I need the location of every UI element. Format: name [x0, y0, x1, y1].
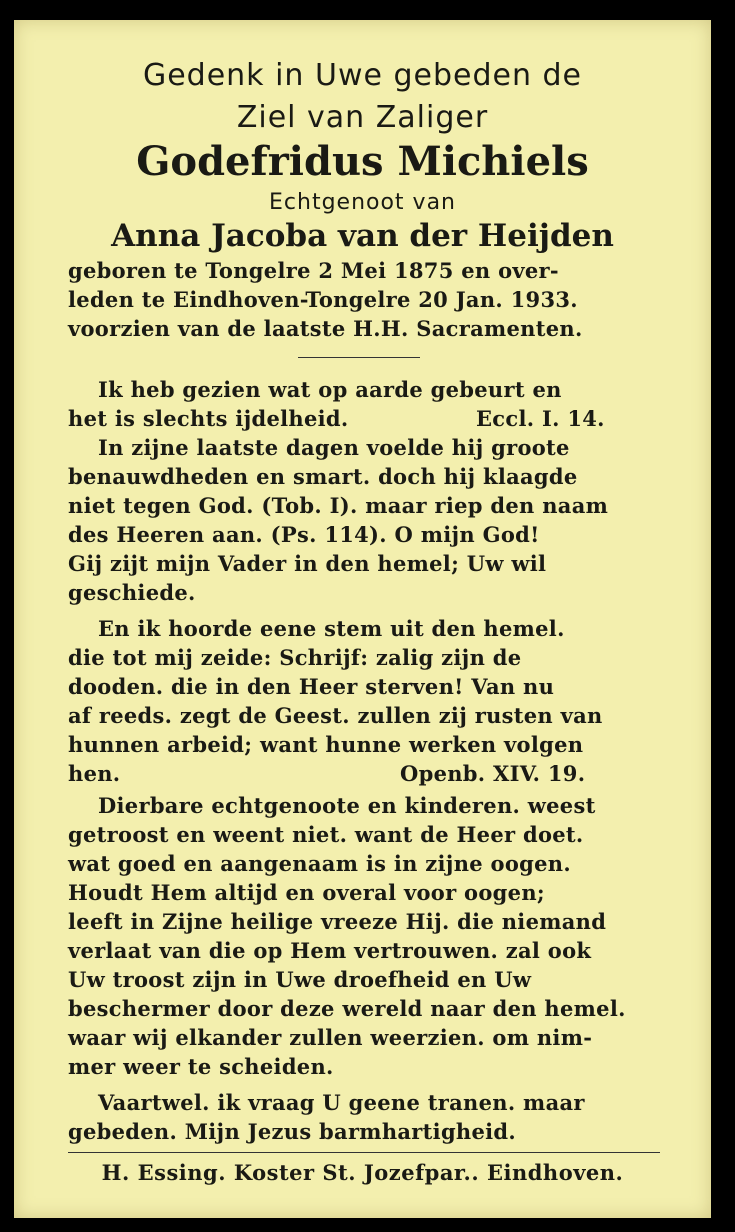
p2-line: niet tegen God. (Tob. I). maar riep den naam	[68, 493, 609, 518]
p4-line: verlaat van die op Hem vertrouwen. zal ook	[68, 938, 592, 963]
p2-line: In zijne laatste dagen voelde hij groote	[98, 435, 570, 460]
intro-line-2: Ziel van Zaliger	[236, 100, 489, 135]
p3-line: hunnen arbeid; want hunne werken volgen	[68, 732, 584, 757]
printer-credit: H. Essing. Koster St. Jozefpar.. Eindhoven.	[101, 1160, 624, 1185]
p3-line: die tot mij zeide: Schrijf: zalig zijn de	[68, 645, 522, 670]
p4-line: Uw troost zijn in Uwe droefheid en Uw	[68, 967, 532, 992]
p1-reference: Eccl. I. 14.	[476, 406, 605, 431]
spouse-label: Echtgenoot van	[269, 190, 456, 215]
p3-reference: Openb. XIV. 19.	[400, 761, 586, 786]
memorial-card	[14, 20, 711, 1218]
p3-line: dooden. die in den Heer sterven! Van nu	[68, 674, 555, 699]
section-divider	[298, 357, 420, 358]
p3-line: af reeds. zegt de Geest. zullen zij rusten van	[68, 703, 603, 728]
p4-line: getroost en weent niet. want de Heer doet.	[68, 822, 584, 847]
p1-line-2: het is slechts ijdelheid.	[68, 406, 349, 431]
bio-line-2: leden te Eindhoven-Tongelre 20 Jan. 1933.	[68, 287, 578, 312]
p4-line: waar wij elkander zullen weerzien. om nim-	[68, 1025, 593, 1050]
bio-line-1: geboren te Tongelre 2 Mei 1875 en over-	[68, 258, 559, 283]
p5-line: Vaartwel. ik vraag U geene tranen. maar	[98, 1090, 585, 1115]
intro-line-1: Gedenk in Uwe gebeden de	[142, 58, 583, 93]
p5-line: gebeden. Mijn Jezus barmhartigheid.	[68, 1119, 517, 1144]
p4-line: beschermer door deze wereld naar den hemel.	[68, 996, 626, 1021]
footer-rule	[68, 1152, 660, 1153]
p2-line: Gij zijt mijn Vader in den hemel; Uw wil	[68, 551, 547, 576]
p3-line-last: hen.	[68, 761, 121, 786]
bio-line-3: voorzien van de laatste H.H. Sacramenten.	[68, 316, 583, 341]
p4-line: wat goed en aangenaam is in zijne oogen.	[68, 851, 571, 876]
p2-line: des Heeren aan. (Ps. 114). O mijn God!	[68, 522, 540, 547]
spouse-name: Anna Jacoba van der Heijden	[111, 218, 614, 254]
p2-line: geschiede.	[68, 580, 196, 605]
p3-line: En ik hoorde eene stem uit den hemel.	[98, 616, 565, 641]
p4-line: leeft in Zijne heilige vreeze Hij. die niemand	[68, 909, 607, 934]
deceased-name: Godefridus Michiels	[136, 138, 589, 185]
p1-line-1: Ik heb gezien wat op aarde gebeurt en	[98, 377, 562, 402]
p4-line: Houdt Hem altijd en overal voor oogen;	[68, 880, 545, 905]
p2-line: benauwdheden en smart. doch hij klaagde	[68, 464, 578, 489]
p4-line: Dierbare echtgenoote en kinderen. weest	[98, 793, 596, 818]
p4-line: mer weer te scheiden.	[68, 1054, 334, 1079]
